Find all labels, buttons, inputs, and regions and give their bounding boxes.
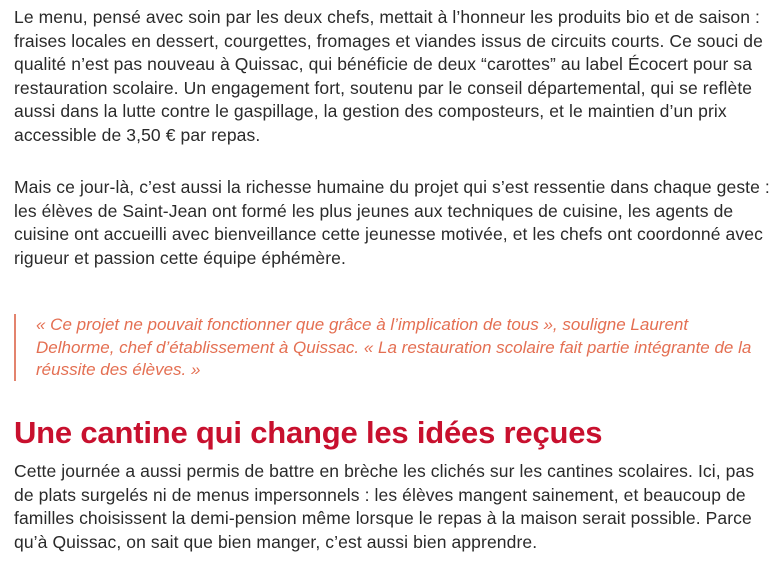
section-heading: Une cantine qui change les idées reçues: [14, 415, 603, 450]
pull-quote-text: « Ce projet ne pouvait fonctionner que grâce à l’implication de tous », souligne Laurent Delhorme, chef d’établissement à Quissac. « La restauration scolaire fait partie intégrante de la réussite des élèves. »: [36, 315, 752, 379]
paragraph-human-richness: Mais ce jour-là, c’est aussi la richesse humaine du projet qui s’est ressentie dans chaque geste : les élèves de Saint-Jean ont formé les plus jeunes aux techniques de cuisine, les agents de cuisine ont accueilli avec bienveillance cette jeunesse motivée, et les chefs ont coordonné avec rigueur et passion cette équipe éphémère.: [14, 177, 770, 268]
pull-quote: [14, 314, 768, 381]
paragraph-menu: Le menu, pensé avec soin par les deux chefs, mettait à l’honneur les produits bio et de saison : fraises locales en dessert, courgettes, fromages et viandes issus de circuits courts. Ce souci de qualité n’est pas nouveau à Quissac, qui bénéficie de deux “carottes” au label Écocert pour sa restauration scolaire. Un engagement fort, soutenu par le conseil départemental, qui se reflète aussi dans la lutte contre le gaspillage, la gestion des composteurs, et le maintien d’un prix accessible de 3,50 € par repas.: [14, 7, 763, 145]
paragraph-cantine: Cette journée a aussi permis de battre en brèche les clichés sur les cantines scolaires. Ici, pas de plats surgelés ni de menus impersonnels : les élèves mangent sainement, et beaucoup de familles choisissent la demi-pension même lorsque le repas à la maison serait possible. Parce qu’à Quissac, on sait que bien manger, c’est aussi bien apprendre.: [14, 461, 755, 552]
